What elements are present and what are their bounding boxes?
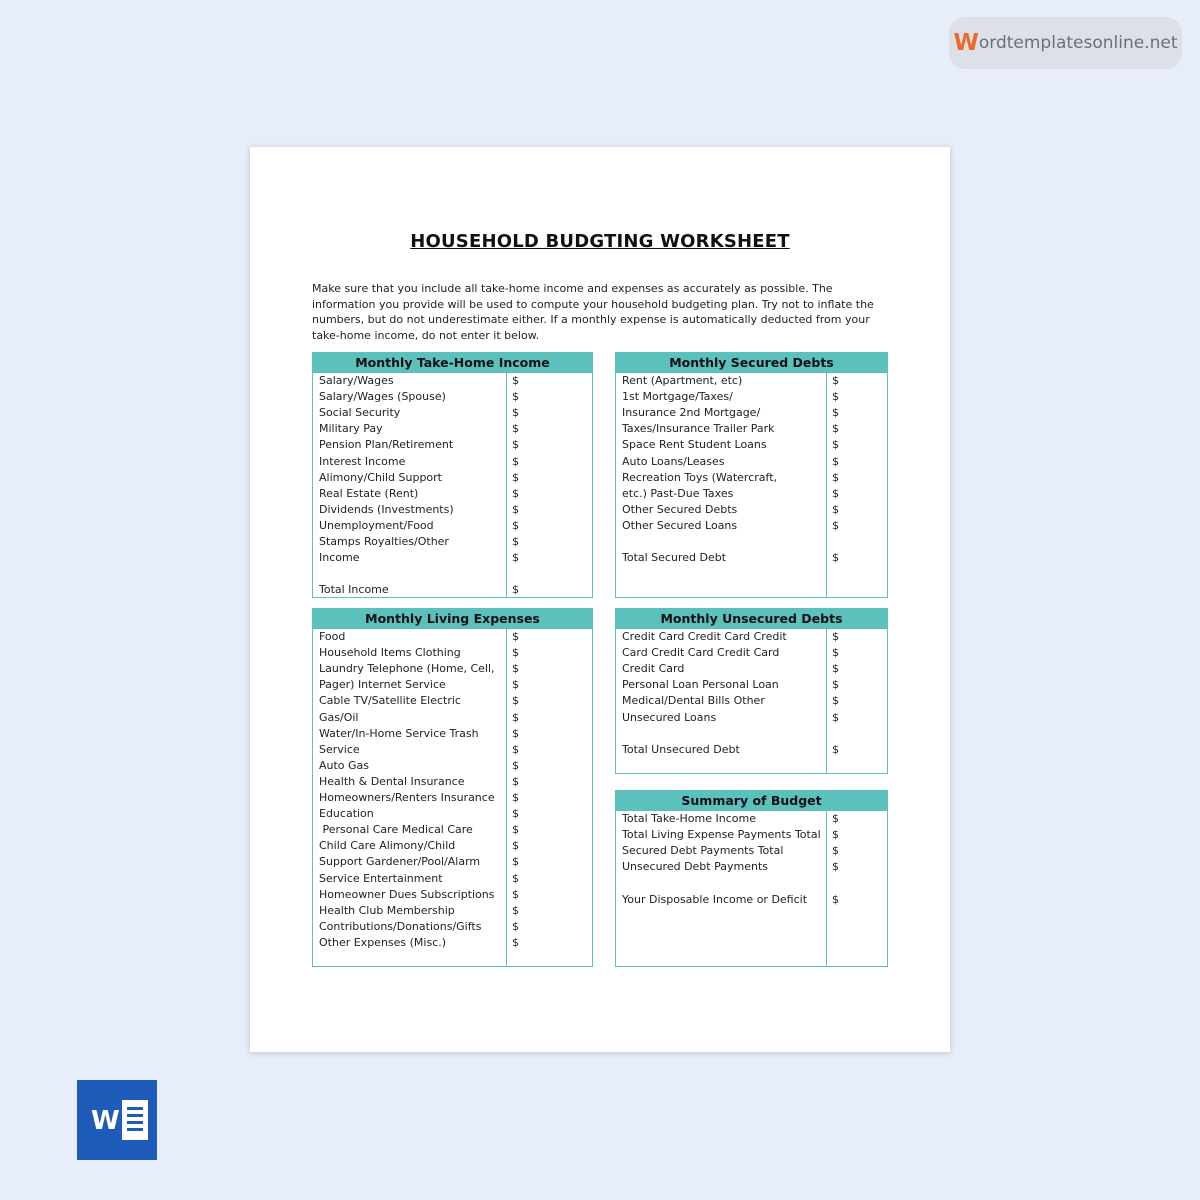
row-label: Space Rent Student Loans — [622, 438, 767, 452]
row-label: Dividends (Investments) — [319, 502, 454, 516]
row-label: Credit Card Credit Card Credit — [622, 630, 787, 643]
row-amount-field[interactable]: $ — [832, 486, 839, 500]
section-header: Monthly Unsecured Debts — [616, 609, 887, 629]
section-monthly-take-home-income — [312, 352, 593, 598]
row-label: Social Security — [319, 406, 401, 420]
row-label: Gas/Oil — [319, 710, 359, 724]
section-header: Summary of Budget — [616, 791, 887, 811]
row-amount-field[interactable]: $ — [512, 486, 519, 500]
row-label: Alimony/Child Support — [319, 470, 442, 484]
row-label: etc.) Past-Due Taxes — [622, 486, 734, 500]
column-divider — [506, 373, 507, 597]
row-amount-field[interactable]: $ — [832, 742, 839, 756]
row-amount-field[interactable]: $ — [832, 844, 839, 858]
section-summary-of-budget — [615, 790, 888, 967]
row-label: Medical/Dental Bills Other — [622, 694, 765, 708]
row-amount-field[interactable]: $ — [512, 422, 519, 436]
row-amount-field[interactable]: $ — [512, 871, 519, 885]
word-app-icon — [77, 1080, 157, 1160]
row-label: Contributions/Donations/Gifts — [319, 919, 482, 933]
row-amount-field[interactable]: $ — [832, 374, 839, 387]
row-label: Personal Loan Personal Loan — [622, 678, 779, 692]
row-label: Unemployment/Food — [319, 518, 434, 532]
row-label: Other Expenses (Misc.) — [319, 935, 447, 949]
row-amount-field[interactable]: $ — [832, 502, 839, 516]
row-label: Rent (Apartment, etc) — [622, 374, 743, 387]
row-amount-field[interactable]: $ — [512, 470, 519, 484]
row-label: Salary/Wages — [319, 374, 394, 387]
section-monthly-unsecured-debts — [615, 608, 888, 774]
row-amount-field[interactable]: $ — [512, 919, 519, 933]
row-label: Household Items Clothing — [319, 646, 461, 660]
column-divider — [826, 811, 827, 966]
page-title: HOUSEHOLD BUDGTING WORKSHEET — [410, 231, 790, 252]
row-label: Child Care Alimony/Child — [319, 839, 456, 853]
row-amount-field[interactable]: $ — [832, 390, 839, 404]
row-label: Other Secured Debts — [622, 502, 738, 516]
row-label: Card Credit Card Credit Card — [622, 646, 780, 660]
row-label: Auto Loans/Leases — [622, 454, 725, 468]
column-divider — [826, 373, 827, 597]
row-label: Taxes/Insurance Trailer Park — [622, 422, 775, 436]
row-amount-field[interactable]: $ — [512, 823, 519, 837]
row-amount-field[interactable]: $ — [832, 892, 839, 906]
row-amount-field[interactable]: $ — [512, 742, 519, 756]
row-amount-field[interactable]: $ — [832, 438, 839, 452]
row-amount-field[interactable]: $ — [512, 646, 519, 660]
row-amount-field[interactable]: $ — [832, 828, 839, 842]
row-amount-field[interactable]: $ — [832, 630, 839, 643]
brand-logo — [949, 17, 1182, 69]
row-amount-field[interactable]: $ — [512, 438, 519, 452]
row-amount-field[interactable]: $ — [512, 662, 519, 676]
column-divider — [826, 629, 827, 773]
row-amount-field[interactable]: $ — [832, 454, 839, 468]
section-header: Monthly Living Expenses — [313, 609, 592, 629]
section-header: Monthly Secured Debts — [616, 353, 887, 373]
row-label: Laundry Telephone (Home, Cell, — [319, 662, 495, 676]
row-amount-field[interactable]: $ — [512, 374, 519, 387]
row-label: Support Gardener/Pool/Alarm — [319, 855, 481, 869]
row-label: Recreation Toys (Watercraft, — [622, 470, 778, 484]
row-amount-field[interactable]: $ — [832, 470, 839, 484]
row-amount-field[interactable]: $ — [512, 887, 519, 901]
row-label: Total Take-Home Income — [622, 812, 756, 825]
row-label: Pager) Internet Service — [319, 678, 446, 692]
word-letter: W — [91, 1106, 120, 1136]
row-amount-field[interactable]: $ — [832, 646, 839, 660]
row-amount-field[interactable]: $ — [512, 583, 519, 597]
row-label: Homeowner Dues Subscriptions — [319, 887, 495, 901]
row-amount-field[interactable]: $ — [832, 662, 839, 676]
row-amount-field[interactable]: $ — [512, 758, 519, 772]
row-label: Secured Debt Payments Total — [622, 844, 784, 858]
row-label: Service Entertainment — [319, 871, 443, 885]
row-label: Water/In-Home Service Trash — [319, 726, 479, 740]
row-label: Your Disposable Income or Deficit — [622, 892, 808, 906]
section-header: Monthly Take-Home Income — [313, 353, 592, 373]
row-label: Health & Dental Insurance — [319, 774, 465, 788]
row-label: Military Pay — [319, 422, 383, 436]
row-label: Insurance 2nd Mortgage/ — [622, 406, 761, 420]
row-label: Interest Income — [319, 454, 406, 468]
document-page — [250, 147, 950, 1052]
row-label: Income — [319, 551, 360, 565]
row-label: Stamps Royalties/Other — [319, 535, 449, 548]
row-label: Total Living Expense Payments Total — [622, 828, 821, 842]
row-label: Pension Plan/Retirement — [319, 438, 454, 452]
brand-logo-initial: W — [953, 30, 979, 56]
row-label: Food — [319, 630, 346, 643]
row-amount-field[interactable]: $ — [832, 678, 839, 692]
row-amount-field[interactable]: $ — [832, 812, 839, 825]
word-document-icon — [122, 1100, 148, 1140]
brand-logo-text: ordtemplatesonline.net — [978, 33, 1178, 53]
row-amount-field[interactable]: $ — [512, 726, 519, 740]
row-amount-field[interactable]: $ — [832, 406, 839, 420]
row-amount-field[interactable]: $ — [512, 518, 519, 532]
row-amount-field[interactable]: $ — [512, 710, 519, 724]
row-amount-field[interactable]: $ — [512, 935, 519, 949]
row-amount-field[interactable]: $ — [832, 860, 839, 874]
row-label: Credit Card — [622, 662, 685, 676]
row-label: Unsecured Debt Payments — [622, 860, 768, 874]
row-amount-field[interactable]: $ — [512, 694, 519, 708]
row-label: Health Club Membership — [319, 903, 455, 917]
row-label: Homeowners/Renters Insurance — [319, 791, 495, 804]
row-amount-field[interactable]: $ — [512, 791, 519, 804]
row-amount-field[interactable]: $ — [512, 807, 519, 821]
row-amount-field[interactable]: $ — [512, 551, 519, 565]
row-amount-field[interactable]: $ — [832, 518, 839, 532]
row-label: Other Secured Loans — [622, 518, 738, 532]
row-label: Total Secured Debt — [622, 551, 727, 565]
intro-paragraph: Make sure that you include all take-home income and expenses as accurately as possible. The information you provide will be used to compute your household budgeting plan. Try not to inflate the numbers, but do not underestimate either. If a monthly expense is automatically deducted from your take-home income, do not enter it below. — [312, 282, 874, 342]
row-amount-field[interactable]: $ — [832, 694, 839, 708]
row-amount-field[interactable]: $ — [512, 390, 519, 404]
row-label: Salary/Wages (Spouse) — [319, 390, 446, 404]
row-label: 1st Mortgage/Taxes/ — [622, 390, 733, 404]
row-amount-field[interactable]: $ — [512, 630, 519, 643]
row-amount-field[interactable]: $ — [512, 454, 519, 468]
row-amount-field[interactable]: $ — [832, 551, 839, 565]
row-label: Unsecured Loans — [622, 710, 717, 724]
row-label: Personal Care Medical Care — [319, 823, 473, 837]
row-label: Auto Gas — [319, 758, 370, 772]
row-amount-field[interactable]: $ — [512, 406, 519, 420]
row-amount-field[interactable]: $ — [832, 422, 839, 436]
section-monthly-living-expenses — [312, 608, 593, 967]
row-label: Real Estate (Rent) — [319, 486, 419, 500]
row-label: Total Income — [319, 583, 389, 597]
row-label: Total Unsecured Debt — [622, 742, 740, 756]
row-amount-field[interactable]: $ — [512, 839, 519, 853]
row-amount-field[interactable]: $ — [512, 678, 519, 692]
row-amount-field[interactable]: $ — [512, 903, 519, 917]
row-amount-field[interactable]: $ — [512, 502, 519, 516]
row-amount-field[interactable]: $ — [512, 535, 519, 548]
row-label: Service — [319, 742, 360, 756]
row-label: Cable TV/Satellite Electric — [319, 694, 461, 708]
row-amount-field[interactable]: $ — [512, 855, 519, 869]
section-monthly-secured-debts — [615, 352, 888, 598]
row-amount-field[interactable]: $ — [512, 774, 519, 788]
row-amount-field[interactable]: $ — [832, 710, 839, 724]
column-divider — [506, 629, 507, 966]
row-label: Education — [319, 807, 374, 821]
